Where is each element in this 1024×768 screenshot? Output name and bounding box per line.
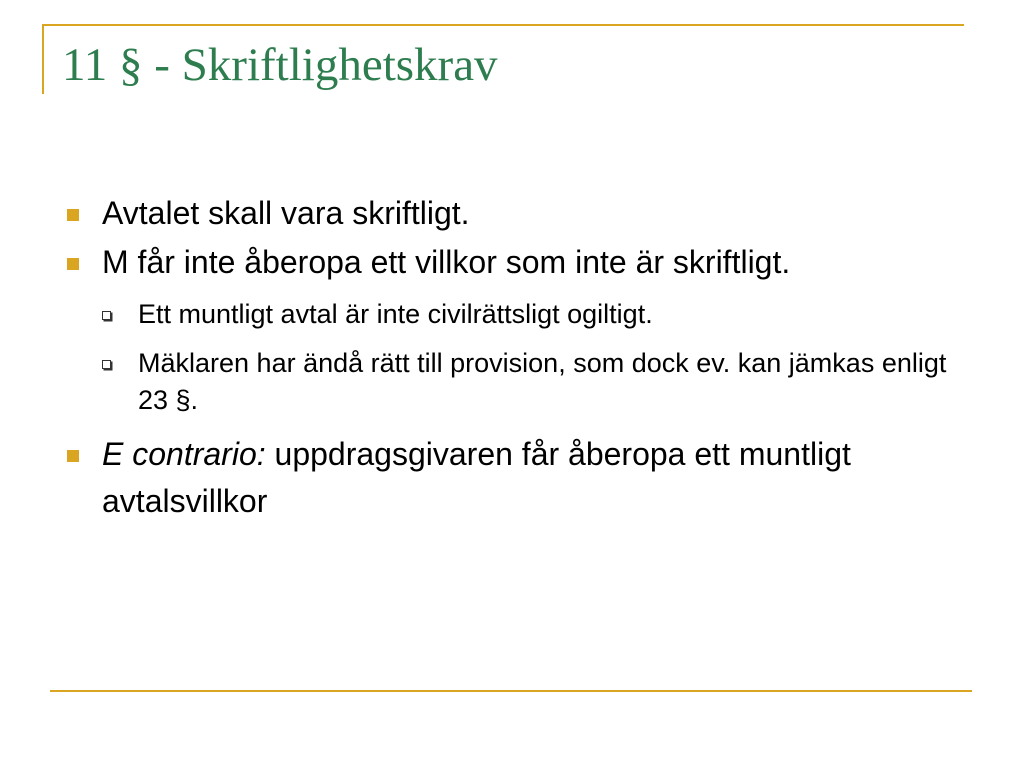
sub-bullet-text: Ett muntligt avtal är inte civilrättsligt ogiltigt. <box>138 299 653 329</box>
square-bullet-icon <box>67 258 79 270</box>
latin-phrase: E contrario: <box>102 436 266 472</box>
bullet-item <box>60 190 960 237</box>
bullet-text: uppdragsgivaren får åberopa ett muntligt avtalsvillkor <box>102 436 851 519</box>
slide-title: 11 § - Skriftlighetskrav <box>62 39 498 91</box>
square-bullet-icon <box>67 450 79 462</box>
bullet-text: M får inte åberopa ett villkor som inte är skriftligt. <box>102 244 791 280</box>
square-bullet-icon <box>67 209 79 221</box>
sub-bullet-text: Mäklaren har ändå rätt till provision, som dock ev. kan jämkas enligt 23 §. <box>138 348 947 415</box>
bullet-item <box>60 431 960 525</box>
top-border-line <box>42 24 964 26</box>
sub-bullet-item <box>102 296 960 333</box>
bullet-text: Avtalet skall vara skriftligt. <box>102 195 470 231</box>
sub-bullet-item <box>102 345 960 419</box>
hollow-square-bullet-icon <box>102 311 111 320</box>
left-border-line <box>42 24 44 94</box>
bullet-list <box>60 190 960 527</box>
bottom-border-line <box>50 690 972 692</box>
bullet-item <box>60 239 960 419</box>
hollow-square-bullet-icon <box>102 360 111 369</box>
sub-bullet-list <box>102 296 960 419</box>
